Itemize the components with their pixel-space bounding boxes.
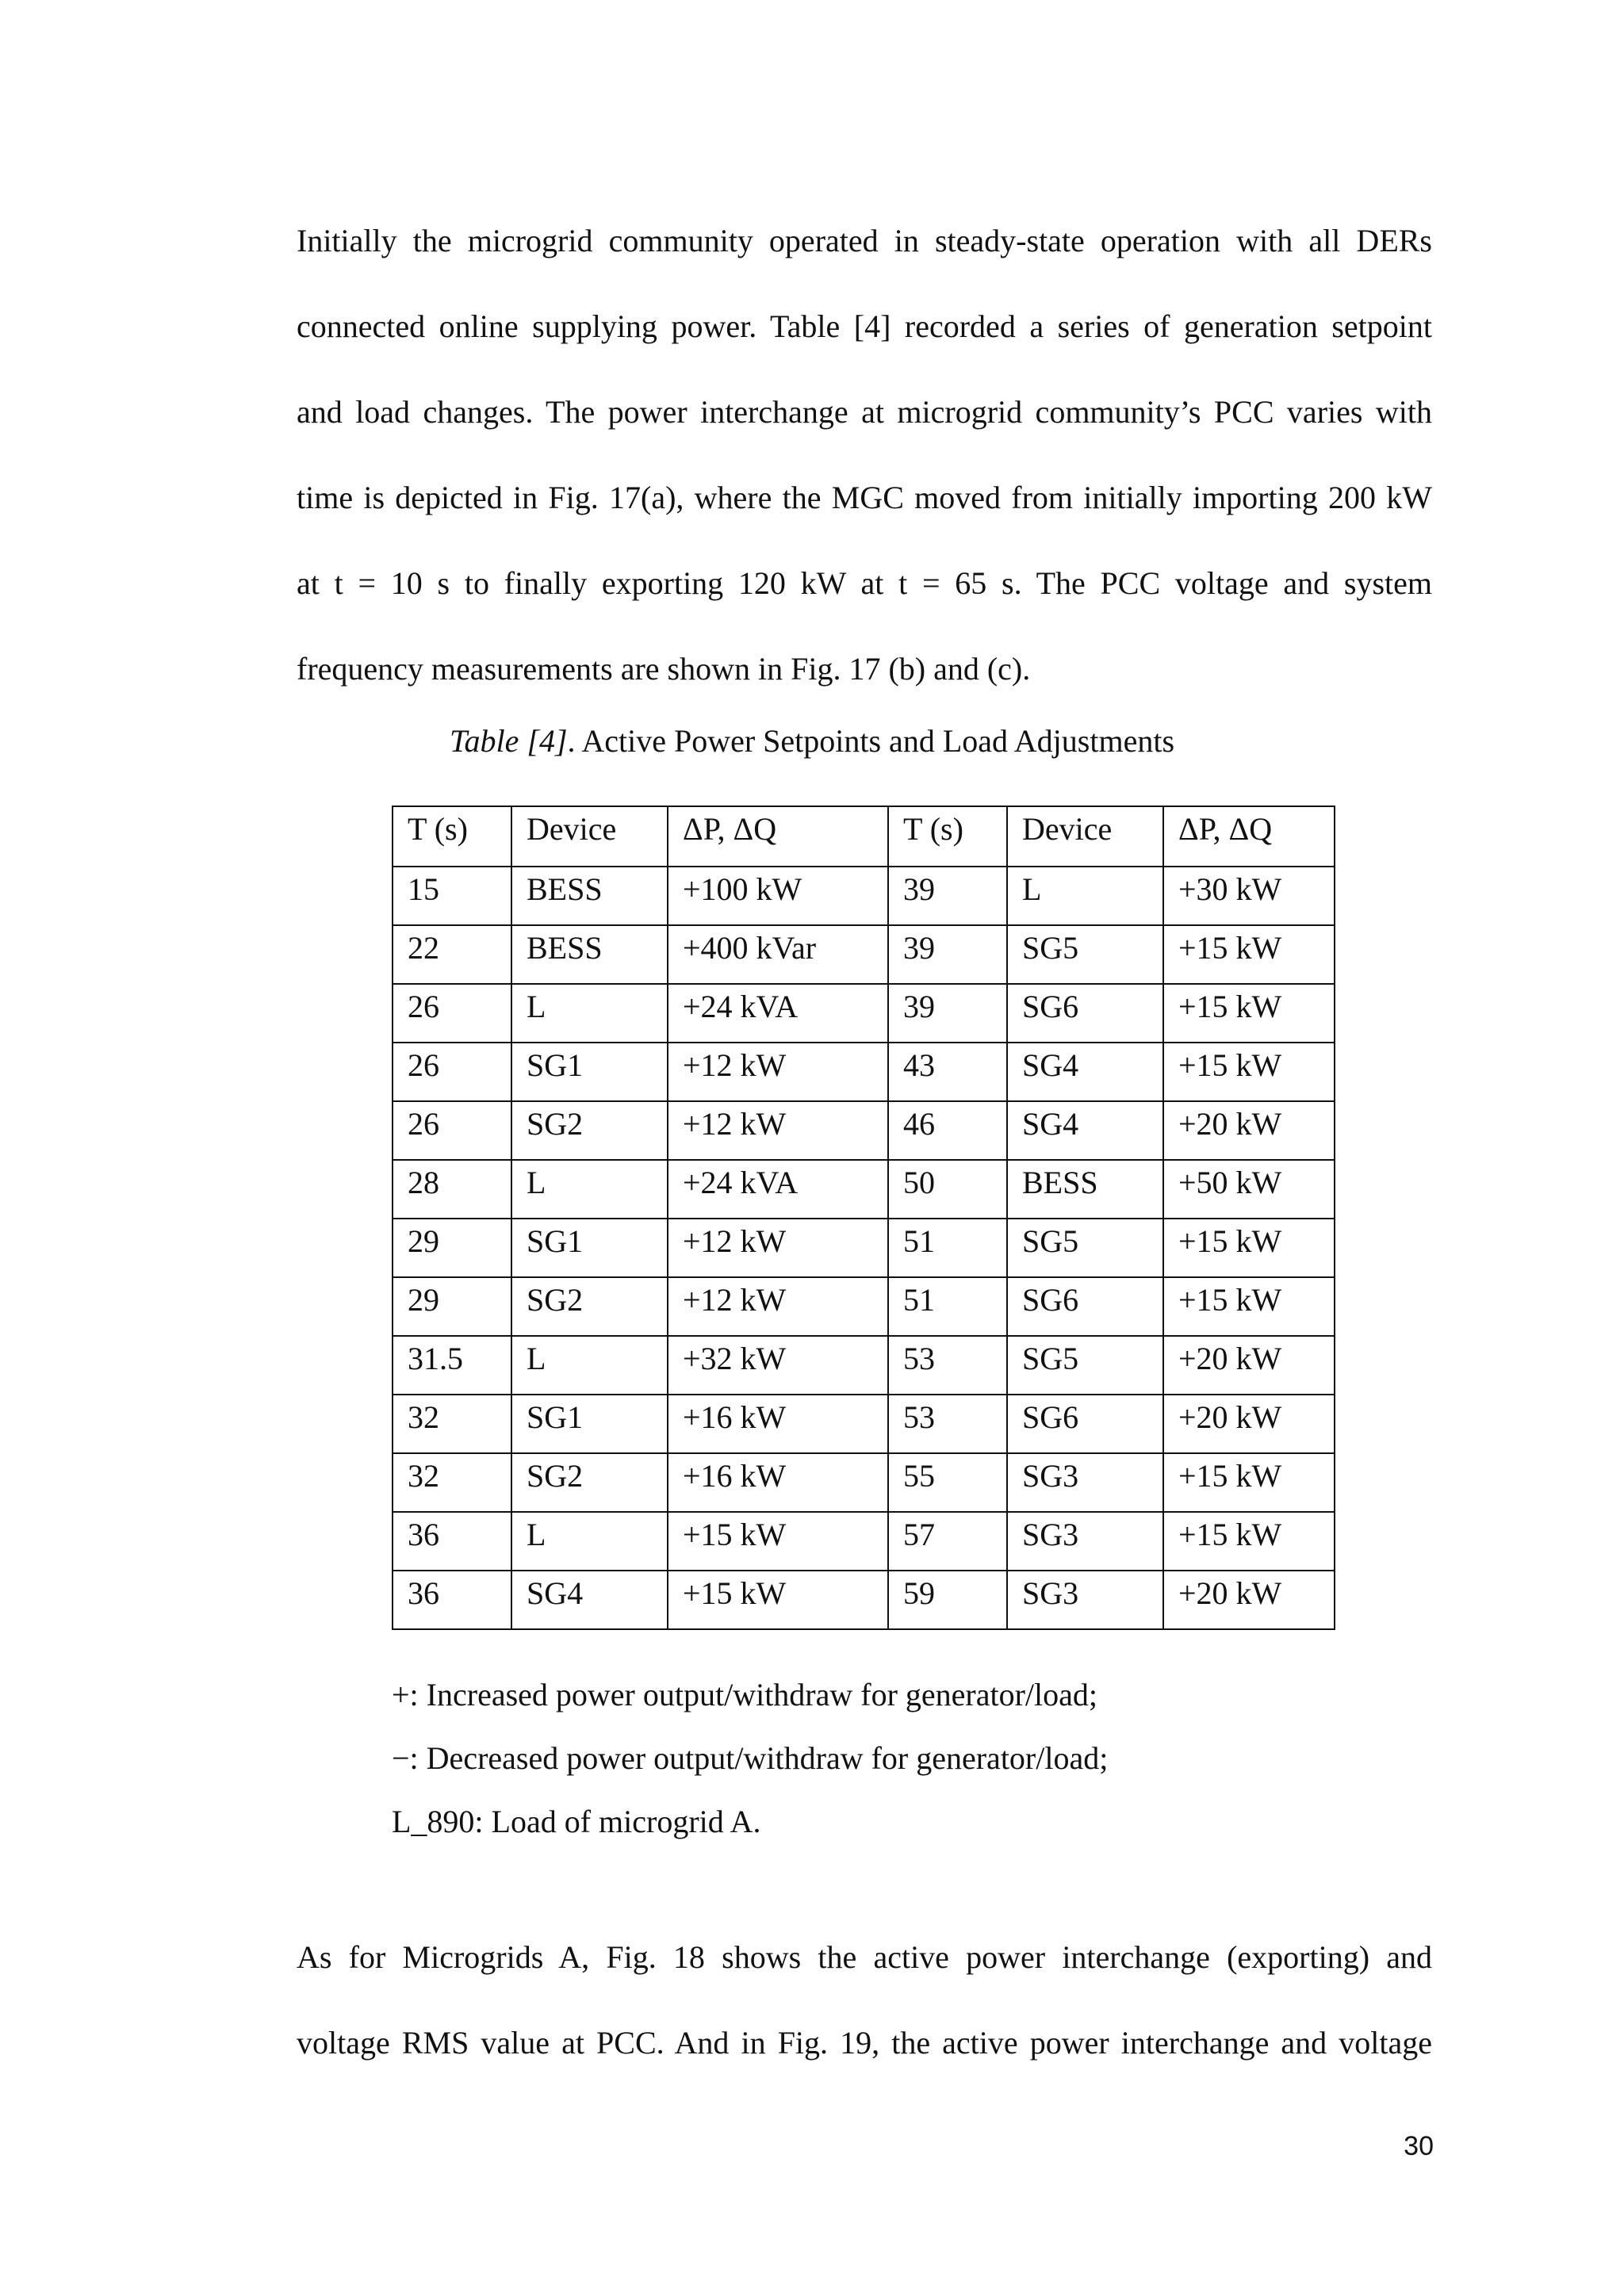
table-cell: 53 xyxy=(888,1336,1007,1395)
table-cell: 46 xyxy=(888,1101,1007,1160)
table-cell: +30 kW xyxy=(1163,867,1335,925)
text-line: voltage RMS value at PCC. And in Fig. 19, the active power interchange and voltage xyxy=(297,2025,1432,2061)
table-row xyxy=(393,1571,1335,1629)
table-cell: +20 kW xyxy=(1163,1571,1335,1629)
table-cell: +15 kW xyxy=(668,1571,888,1629)
table-cell: SG3 xyxy=(1007,1571,1163,1629)
table-cell: L xyxy=(511,1160,668,1219)
table-cell: 39 xyxy=(888,867,1007,925)
text-line: and load changes. The power interchange at microgrid community’s PCC varies with xyxy=(297,394,1432,430)
table-cell: 26 xyxy=(393,1043,511,1101)
table-header-row xyxy=(393,806,1335,867)
table-cell: BESS xyxy=(1007,1160,1163,1219)
table-cell: 28 xyxy=(393,1160,511,1219)
table-row xyxy=(393,1043,1335,1101)
table-cell: BESS xyxy=(511,867,668,925)
table-cell: +20 kW xyxy=(1163,1336,1335,1395)
table-cell: +24 kVA xyxy=(668,1160,888,1219)
table-cell: +20 kW xyxy=(1163,1395,1335,1453)
text-line: Initially the microgrid community operated in steady-state operation with all DERs xyxy=(297,223,1432,258)
table-cell: 31.5 xyxy=(393,1336,511,1395)
note-increase: +: Increased power output/withdraw for generator/load; xyxy=(392,1677,1098,1712)
table-cell: +15 kW xyxy=(1163,984,1335,1043)
text-line: connected online supplying power. Table [4] recorded a series of generation setpoint xyxy=(297,308,1432,344)
table-cell: SG5 xyxy=(1007,1219,1163,1277)
table-cell: +16 kW xyxy=(668,1395,888,1453)
table-cell: SG1 xyxy=(511,1219,668,1277)
table-cell: 39 xyxy=(888,925,1007,984)
body-paragraph-2 xyxy=(297,1915,1432,2086)
header-delta: ΔP, ΔQ xyxy=(1163,806,1335,867)
table-caption xyxy=(0,718,1624,765)
table-cell: +12 kW xyxy=(668,1043,888,1101)
table-body xyxy=(393,867,1335,1629)
page-number: 30 xyxy=(1404,2131,1434,2161)
header-time: T (s) xyxy=(888,806,1007,867)
table-cell: 57 xyxy=(888,1512,1007,1571)
table-cell: +12 kW xyxy=(668,1101,888,1160)
table-cell: 39 xyxy=(888,984,1007,1043)
table-cell: +50 kW xyxy=(1163,1160,1335,1219)
table-cell: +100 kW xyxy=(668,867,888,925)
table-cell: 29 xyxy=(393,1277,511,1336)
table-row xyxy=(393,867,1335,925)
table-row xyxy=(393,1101,1335,1160)
table-cell: 15 xyxy=(393,867,511,925)
table-cell: L xyxy=(1007,867,1163,925)
header-time: T (s) xyxy=(393,806,511,867)
table-cell: 26 xyxy=(393,1101,511,1160)
header-delta: ΔP, ΔQ xyxy=(668,806,888,867)
table-cell: 22 xyxy=(393,925,511,984)
table-caption-text: . Active Power Setpoints and Load Adjustments xyxy=(567,723,1175,759)
table-cell: SG5 xyxy=(1007,1336,1163,1395)
table-cell: SG5 xyxy=(1007,925,1163,984)
table-cell: L xyxy=(511,984,668,1043)
text-line: frequency measurements are shown in Fig. 17 (b) and (c). xyxy=(297,651,1031,687)
table-cell: 36 xyxy=(393,1512,511,1571)
table-cell: 32 xyxy=(393,1395,511,1453)
table-cell: 51 xyxy=(888,1219,1007,1277)
table-row xyxy=(393,1512,1335,1571)
table-cell: 53 xyxy=(888,1395,1007,1453)
table-cell: 26 xyxy=(393,984,511,1043)
table-cell: SG3 xyxy=(1007,1453,1163,1512)
header-device: Device xyxy=(511,806,668,867)
table-cell: SG1 xyxy=(511,1043,668,1101)
table-cell: 51 xyxy=(888,1277,1007,1336)
table-caption-label: Table [4] xyxy=(449,723,568,759)
table-cell: SG1 xyxy=(511,1395,668,1453)
table-cell: BESS xyxy=(511,925,668,984)
table-cell: 32 xyxy=(393,1453,511,1512)
table-cell: +15 kW xyxy=(668,1512,888,1571)
table-cell: SG3 xyxy=(1007,1512,1163,1571)
table-cell: SG4 xyxy=(1007,1043,1163,1101)
setpoint-table xyxy=(392,806,1335,1630)
table-cell: SG4 xyxy=(511,1571,668,1629)
table-cell: +15 kW xyxy=(1163,1219,1335,1277)
table-cell: SG6 xyxy=(1007,1277,1163,1336)
note-load: L_890: Load of microgrid A. xyxy=(392,1804,761,1839)
table-cell: 29 xyxy=(393,1219,511,1277)
table-row xyxy=(393,1336,1335,1395)
table-cell: SG2 xyxy=(511,1277,668,1336)
table-row xyxy=(393,984,1335,1043)
table-cell: +16 kW xyxy=(668,1453,888,1512)
table-cell: +12 kW xyxy=(668,1219,888,1277)
note-decrease: −: Decreased power output/withdraw for generator/load; xyxy=(392,1740,1109,1776)
table-cell: +400 kVar xyxy=(668,925,888,984)
table-cell: SG6 xyxy=(1007,1395,1163,1453)
table-cell: +12 kW xyxy=(668,1277,888,1336)
table-cell: 59 xyxy=(888,1571,1007,1629)
table-row xyxy=(393,1395,1335,1453)
table-cell: 43 xyxy=(888,1043,1007,1101)
table-row xyxy=(393,1160,1335,1219)
table-cell: 36 xyxy=(393,1571,511,1629)
text-line: time is depicted in Fig. 17(a), where the MGC moved from initially importing 200 kW xyxy=(297,480,1432,515)
table-cell: +15 kW xyxy=(1163,1512,1335,1571)
table-cell: +15 kW xyxy=(1163,1453,1335,1512)
table-cell: SG6 xyxy=(1007,984,1163,1043)
table-cell: L xyxy=(511,1512,668,1571)
text-line: As for Microgrids A, Fig. 18 shows the active power interchange (exporting) and xyxy=(297,1939,1432,1975)
table-notes xyxy=(392,1663,1108,1854)
table-cell: +24 kVA xyxy=(668,984,888,1043)
table-cell: L xyxy=(511,1336,668,1395)
header-device: Device xyxy=(1007,806,1163,867)
table-cell: SG4 xyxy=(1007,1101,1163,1160)
table-cell: +32 kW xyxy=(668,1336,888,1395)
table-row xyxy=(393,1453,1335,1512)
table-cell: +15 kW xyxy=(1163,1043,1335,1101)
table-cell: +15 kW xyxy=(1163,925,1335,984)
table-row xyxy=(393,925,1335,984)
table-cell: SG2 xyxy=(511,1101,668,1160)
table-cell: SG2 xyxy=(511,1453,668,1512)
text-line: at t = 10 s to finally exporting 120 kW at t = 65 s. The PCC voltage and system xyxy=(297,565,1432,601)
table-cell: +20 kW xyxy=(1163,1101,1335,1160)
table-cell: +15 kW xyxy=(1163,1277,1335,1336)
body-paragraph-1 xyxy=(297,198,1432,712)
table-row xyxy=(393,1277,1335,1336)
table-row xyxy=(393,1219,1335,1277)
table-cell: 55 xyxy=(888,1453,1007,1512)
table-cell: 50 xyxy=(888,1160,1007,1219)
